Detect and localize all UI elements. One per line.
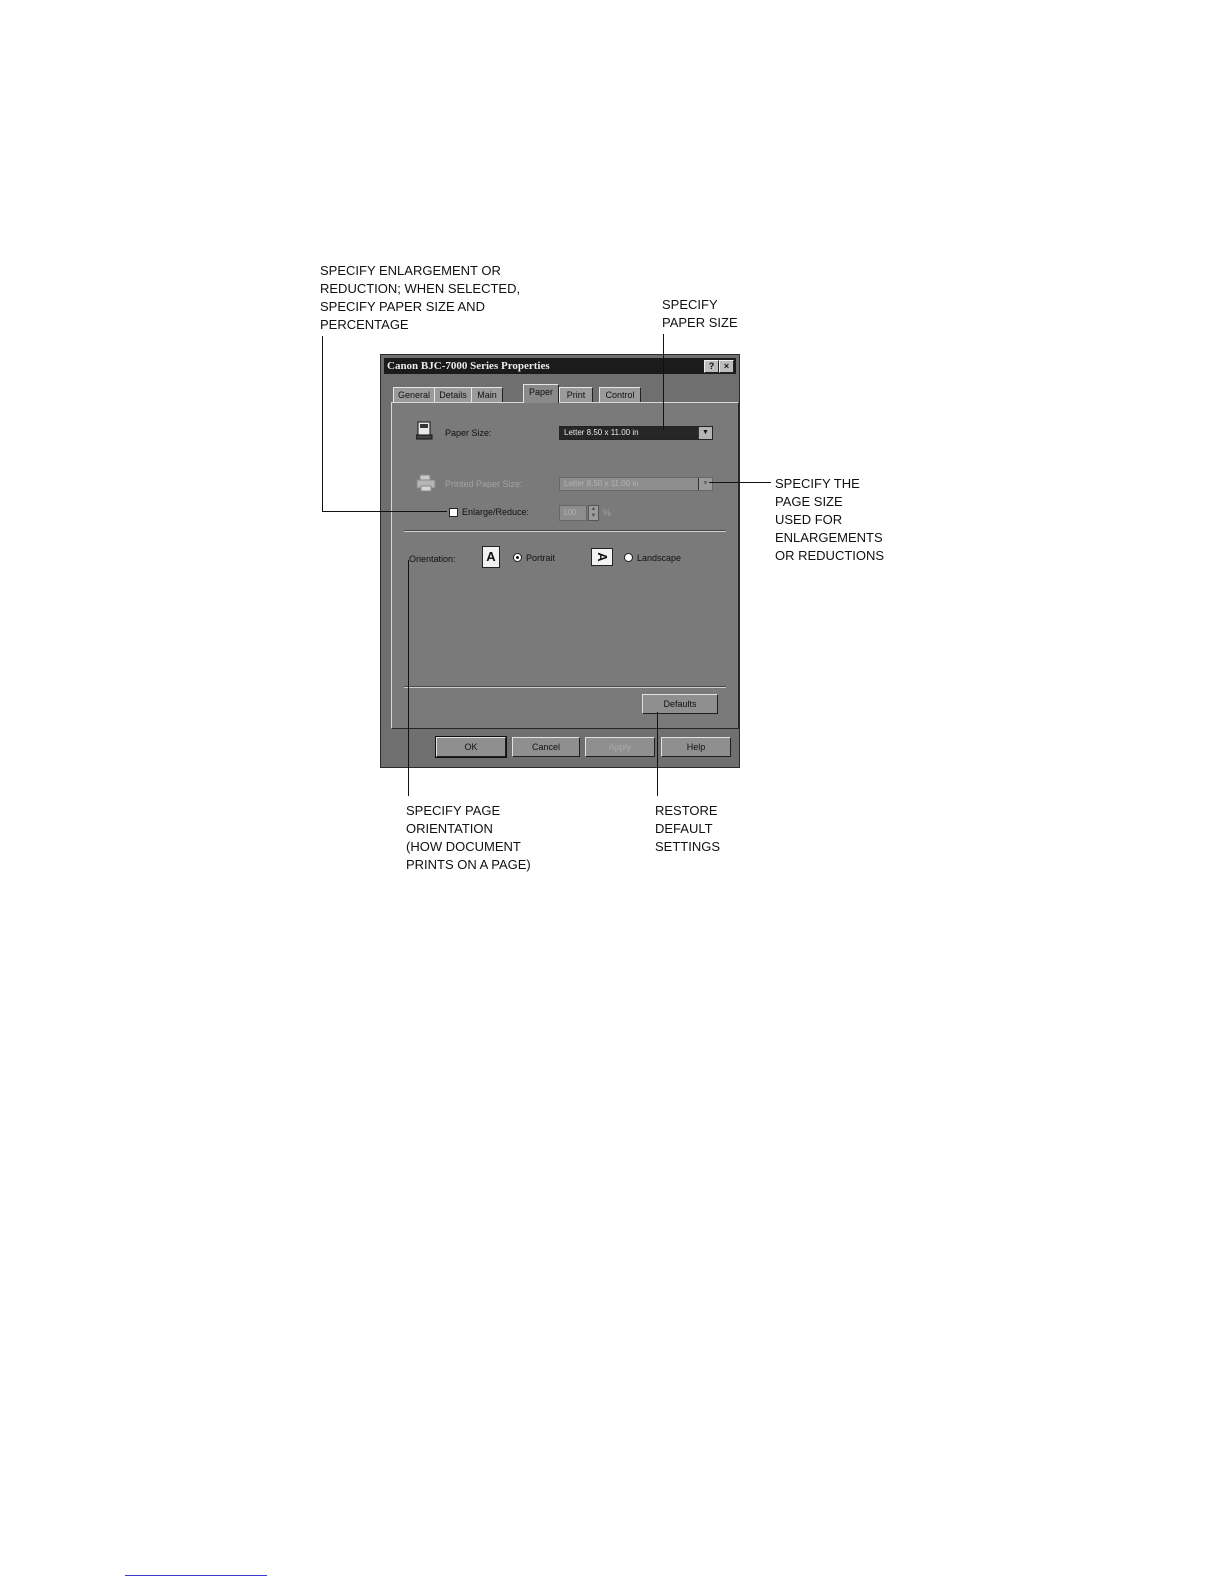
landscape-radio[interactable] xyxy=(624,553,633,562)
leader-paper-size xyxy=(663,334,664,430)
leader-enlarge-horizontal xyxy=(322,511,447,512)
callout-enlarge-reduce: SPECIFY ENLARGEMENT OR REDUCTION; WHEN SELECTED, SPECIFY PAPER SIZE AND PERCENTAGE xyxy=(320,263,521,332)
tab-control[interactable]: Control xyxy=(599,387,641,402)
enlarge-reduce-label: Enlarge/Reduce: xyxy=(462,507,530,517)
ok-button[interactable]: OK xyxy=(436,737,506,757)
enlarge-reduce-checkbox[interactable] xyxy=(449,508,458,517)
footer-rule xyxy=(125,1575,267,1576)
percent-spinner[interactable]: ▲ ▼ xyxy=(588,505,599,521)
tab-paper[interactable]: Paper xyxy=(523,384,559,403)
apply-button[interactable]: Apply xyxy=(585,737,655,757)
printed-paper-size-value: Letter 8.50 x 11.00 in xyxy=(564,479,639,488)
tab-main[interactable]: Main xyxy=(471,387,503,402)
leader-page-size xyxy=(709,482,771,483)
portrait-page-icon: A xyxy=(482,546,500,568)
paper-size-label: Paper Size: xyxy=(445,428,492,438)
portrait-radio[interactable] xyxy=(513,553,522,562)
callout-orientation: SPECIFY PAGE ORIENTATION (HOW DOCUMENT PRINTS ON A PAGE) xyxy=(406,803,531,872)
bottom-divider xyxy=(404,686,726,688)
paper-size-icon xyxy=(416,421,434,441)
section-divider xyxy=(404,530,726,532)
printer-properties-dialog xyxy=(380,354,740,768)
paper-size-dropdown[interactable] xyxy=(559,426,713,440)
defaults-button[interactable]: Defaults xyxy=(642,694,718,714)
cancel-button[interactable]: Cancel xyxy=(512,737,580,757)
leader-orientation xyxy=(408,560,409,796)
close-title-button[interactable]: × xyxy=(719,360,734,373)
printed-paper-size-label: Printed Paper Size: xyxy=(445,479,523,489)
tab-details[interactable]: Details xyxy=(434,387,472,402)
callout-paper-size: SPECIFY PAPER SIZE xyxy=(662,297,738,330)
callout-page-size: SPECIFY THE PAGE SIZE USED FOR ENLARGEMENTS OR REDUCTIONS xyxy=(775,476,885,563)
enlarge-reduce-percent-input[interactable]: 100 xyxy=(559,505,587,521)
tab-general[interactable]: General xyxy=(393,387,435,402)
help-title-button[interactable]: ? xyxy=(704,360,719,373)
landscape-label: Landscape xyxy=(637,553,682,563)
chevron-down-icon[interactable]: ▼ xyxy=(698,478,712,490)
dialog-title: Canon BJC-7000 Series Properties xyxy=(387,360,550,372)
chevron-down-icon[interactable]: ▼ xyxy=(698,427,712,439)
dialog-titlebar xyxy=(384,358,736,374)
leader-defaults xyxy=(657,712,658,796)
paper-size-value: Letter 8.50 x 11.00 in xyxy=(564,428,639,437)
landscape-page-icon: A xyxy=(591,548,613,566)
printer-icon xyxy=(416,474,436,492)
portrait-label: Portrait xyxy=(526,553,556,563)
printed-paper-size-dropdown[interactable] xyxy=(559,477,713,491)
leader-enlarge-vertical xyxy=(322,336,323,512)
percent-unit: % xyxy=(603,508,612,518)
paper-tab-panel xyxy=(391,402,739,729)
orientation-label: Orientation: xyxy=(409,554,456,564)
callout-defaults: RESTORE DEFAULT SETTINGS xyxy=(655,803,721,854)
tab-print[interactable]: Print xyxy=(559,387,593,402)
help-button[interactable]: Help xyxy=(661,737,731,757)
